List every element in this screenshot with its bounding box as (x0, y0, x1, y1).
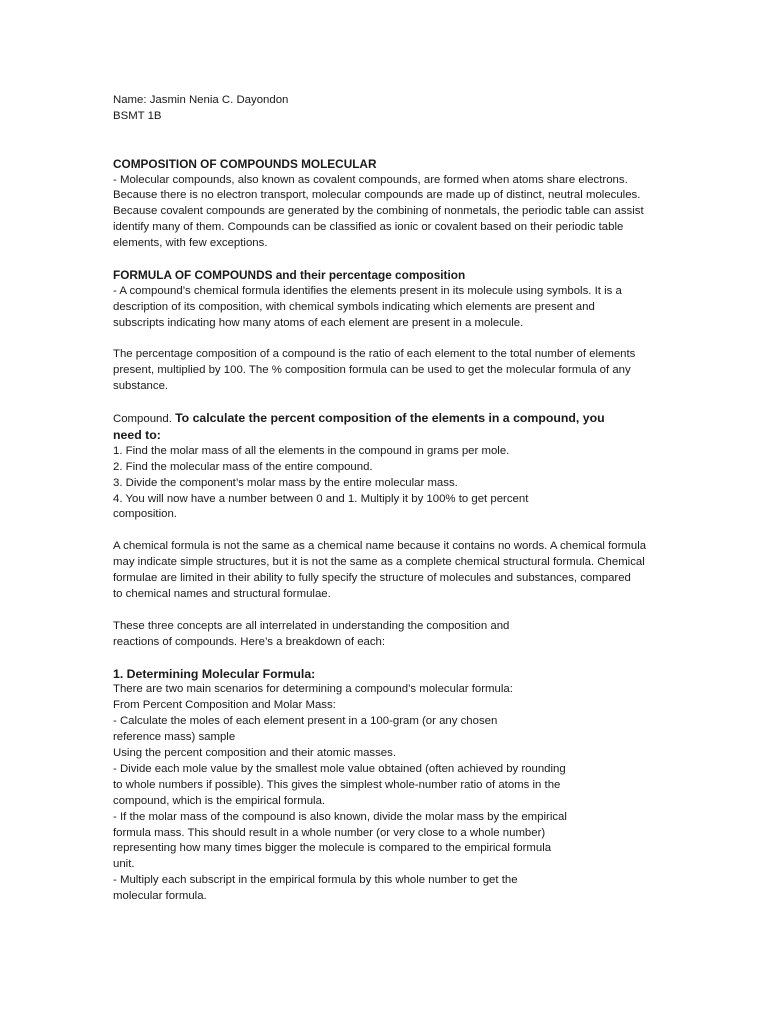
spacer (113, 252, 658, 268)
paragraph-line: substance. (113, 380, 169, 393)
section-calculate (113, 411, 658, 523)
paragraph-line: - Calculate the moles of each element present in a 100-gram (or any chosen (113, 715, 498, 728)
step-item: 3. Divide the component’s molar mass by the entire molecular mass. (113, 476, 458, 489)
spacer (113, 395, 658, 411)
document-page (113, 93, 658, 905)
paragraph-line: A chemical formula is not the same as a chemical name because it contains no words. A chemical formula (113, 540, 647, 553)
step-item: 1. Find the molar mass of all the elements in the compound in grams per mole. (113, 444, 510, 457)
step-item: 4. You will now have a number between 0 and 1. Multiply it by 100% to get percent (113, 492, 529, 505)
paragraph-line: - A compound’s chemical formula identifies the elements present in its molecule using symbols. It is a (113, 284, 622, 297)
paragraph-line: representing how many times bigger the molecule is compared to the empirical formula (113, 842, 552, 855)
paragraph-line: description of its composition, with chemical symbols indicating which elements are present and (113, 300, 595, 313)
paragraph-line: may indicate simple structures, but it is not the same as a complete chemical structural formula. Chemical (113, 556, 645, 569)
paragraph-line: reactions of compounds. Here’s a breakdown of each: (113, 635, 386, 648)
spacer (113, 651, 658, 667)
paragraph-line: to whole numbers if possible). This gives the simplest whole-number ratio of atoms in the (113, 778, 561, 791)
paragraph-line: to chemical names and structural formulae. (113, 588, 331, 600)
spacer (113, 141, 658, 157)
paragraph-line: - Molecular compounds, also known as covalent compounds, are formed when atoms share electrons. (113, 173, 628, 186)
spacer (113, 332, 658, 348)
section-percentage (113, 347, 658, 395)
paragraph-line: reference mass) sample (113, 731, 236, 744)
paragraph-line: - Divide each mole value by the smallest mole value obtained (often achieved by rounding (113, 762, 566, 775)
section-formula (113, 268, 658, 332)
step-item: composition. (113, 508, 177, 521)
paragraph-line: elements, with few exceptions. (113, 237, 268, 250)
paragraph-line: unit. (113, 858, 135, 871)
paragraph-line: Using the percent composition and their atomic masses. (113, 747, 397, 760)
paragraph-line: formula mass. This should result in a whole number (or very close to a whole number) (113, 826, 546, 839)
paragraph-line: The percentage composition of a compound is the ratio of each element to the total number of elements (113, 348, 636, 361)
paragraph-line: There are two main scenarios for determining a compound’s molecular formula: (113, 683, 513, 696)
student-class: BSMT 1B (113, 109, 162, 122)
section-heading: 1. Determining Molecular Formula: (113, 666, 316, 681)
spacer (113, 125, 658, 141)
paragraph-line: - Multiply each subscript in the empirical formula by this whole number to get the (113, 874, 518, 887)
spacer (113, 523, 658, 539)
paragraph-line: present, multiplied by 100. The % composition formula can be used to get the molecular formula of any (113, 364, 631, 377)
section-heading: COMPOSITION OF COMPOUNDS MOLECULAR (113, 156, 377, 171)
paragraph-line: - If the molar mass of the compound is also known, divide the molar mass by the empirical (113, 810, 567, 823)
student-name: Name: Jasmin Nenia C. Dayondon (113, 94, 289, 106)
section-determining (113, 667, 658, 906)
lead-plain-text: Compound. (113, 413, 176, 426)
calculate-lead (113, 411, 658, 428)
paragraph-line: identify many of them. Compounds can be classified as ionic or covalent based on their periodic table (113, 221, 624, 234)
paragraph-line: molecular formula. (113, 890, 207, 903)
lead-bold-text: To calculate the percent composition of the elements in a compound, you (175, 411, 605, 426)
section-concepts (113, 619, 658, 651)
section-heading: FORMULA OF COMPOUNDS and their percentage composition (113, 267, 466, 282)
paragraph-line: Because covalent compounds are generated by the combining of nonmetals, the periodic table can assist (113, 205, 644, 218)
paragraph-line: formulae are limited in their ability to fully specify the structure of molecules and substances, compared (113, 572, 631, 585)
paragraph-line: subscripts indicating how many atoms of each element are present in a molecule. (113, 316, 524, 329)
paragraph-line: These three concepts are all interrelated in understanding the composition and (113, 619, 510, 632)
paragraph-line: From Percent Composition and Molar Mass: (113, 699, 336, 712)
paragraph-line: compound, which is the empirical formula. (113, 794, 326, 807)
section-chemical-formula (113, 539, 658, 603)
spacer (113, 603, 658, 619)
step-item: 2. Find the molecular mass of the entire compound. (113, 460, 373, 473)
lead-bold-text-2: need to: (113, 427, 161, 442)
paragraph-line: Because there is no electron transport, molecular compounds are made up of distinct, neutral molecules. (113, 189, 641, 202)
section-molecular (113, 157, 658, 252)
